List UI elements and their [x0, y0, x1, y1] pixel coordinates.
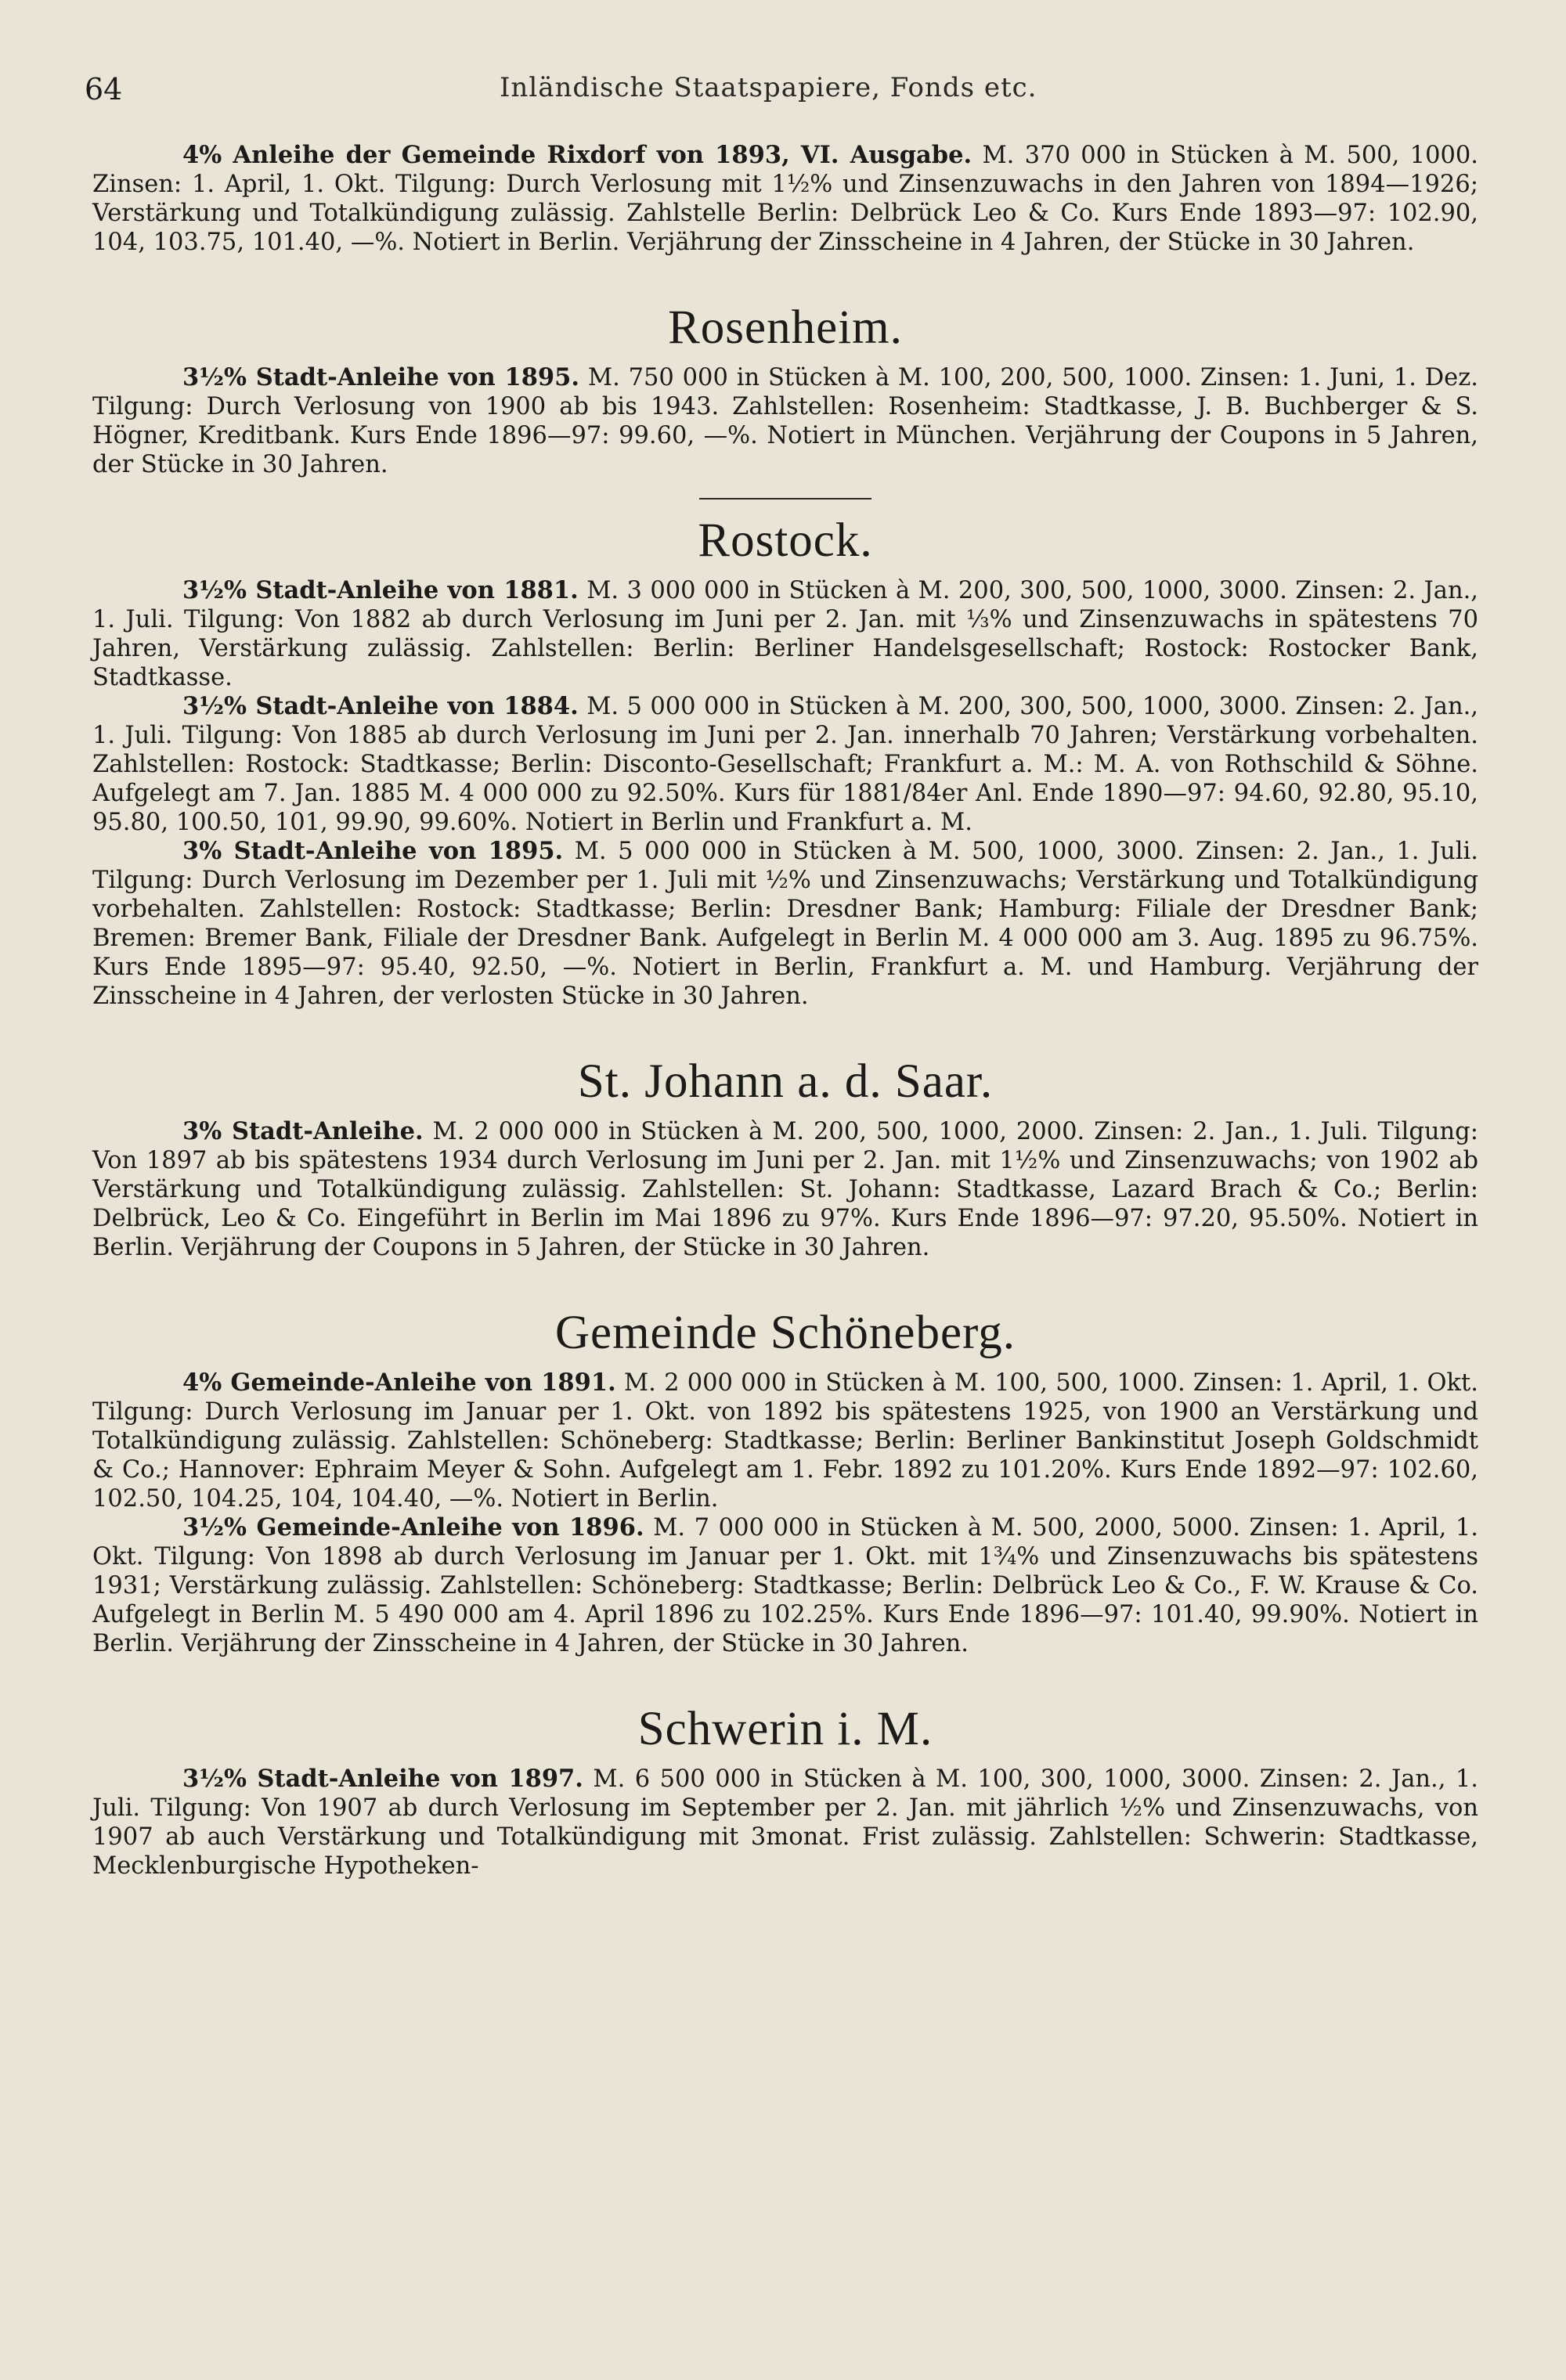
- bond-details: M. 5 000 000 in Stücken à M. 200, 300, 500, 1000, 3000. Zinsen: 2. Jan., 1. Juli. Tilgung: Von 1885 ab durch Verlosung im Juni per 2. Jan. innerhalb 70 Jahren; Verstärkung vorbehalten. Zahlstellen: Rostock: Stadtkasse; Berlin: Disconto-Gesellschaft; Frankfurt a. M.: M. A. von Rothschild & Söhne. Aufgelegt am 7. Jan. 1885 M. 4 000 000 zu 92.50%. Kurs für 1881/84er Anl. Ende 1890—97: 94.60, 92.80, 95.10, 95.80, 100.50, 101, 99.90, 99.60%. Notiert in Berlin und Frankfurt a. M.: [92, 693, 1478, 836]
- bond-title: 3½% Stadt-Anleihe von 1897.: [182, 1765, 583, 1793]
- bond-entry: [92, 576, 1478, 692]
- bond-details: M. 750 000 in Stücken à M. 100, 200, 500, 1000. Zinsen: 1. Juni, 1. Dez. Tilgung: Durch Verlosung von 1900 ab bis 1943. Zahlstellen: Rosenheim: Stadtkasse, J. B. Buchberger & S. Högner, Kreditbank. Kurs Ende 1896—97: 99.60, —%. Notiert in München. Verjährung der Coupons in 5 Jahren, der Stücke in 30 Jahren.: [92, 364, 1478, 478]
- page-content: [92, 141, 1478, 1881]
- bond-details: M. 2 000 000 in Stücken à M. 100, 500, 1000. Zinsen: 1. April, 1. Okt. Tilgung: Durch Verlosung im Januar per 1. Okt. von 1892 bis spätestens 1925, von 1900 an Verstärkung und Totalkündigung zulässig. Zahlstellen: Schöneberg: Stadtkasse; Berlin: Berliner Bankinstitut Joseph Goldschmidt & Co.; Hannover: Ephraim Meyer & Sohn. Aufgelegt am 1. Febr. 1892 zu 101.20%. Kurs Ende 1892—97: 102.60, 102.50, 104.25, 104, 104.40, —%. Notiert in Berlin.: [92, 1369, 1478, 1513]
- bond-entry: [92, 692, 1478, 837]
- bond-title: 3% Stadt-Anleihe von 1895.: [182, 837, 564, 865]
- section-heading-schwerin: Schwerin i. M.: [637, 1703, 933, 1755]
- bond-title: 3½% Stadt-Anleihe von 1895.: [182, 363, 579, 391]
- section-heading-rosenheim: Rosenheim.: [668, 301, 903, 354]
- bond-entry: [92, 1765, 1478, 1881]
- section-divider: [699, 498, 871, 499]
- section-heading-schoeneberg: Gemeinde Schöneberg.: [554, 1307, 1016, 1359]
- bond-details: M. 370 000 in Stücken à M. 500, 1000. Zinsen: 1. April, 1. Okt. Tilgung: Durch Verlosung mit 1½% und Zinsenzuwachs in den Jahren von 1894—1926; Verstärkung und Totalkündigung zulässig. Zahlstelle Berlin: Delbrück Leo & Co. Kurs Ende 1893—97: 102.90, 104, 103.75, 101.40, —%. Notiert in Berlin. Verjährung der Zinsscheine in 4 Jahren, der Stücke in 30 Jahren.: [92, 142, 1478, 256]
- bond-title: 4% Gemeinde-Anleihe von 1891.: [182, 1368, 616, 1397]
- bond-details: M. 7 000 000 in Stücken à M. 500, 2000, 5000. Zinsen: 1. April, 1. Okt. Tilgung: Von 1898 ab durch Verlosung im Januar per 1. Okt. mit 1¾% und Zinsenzuwachs bis spätestens 1931; Verstärkung zulässig. Zahlstellen: Schöneberg: Stadtkasse; Berlin: Delbrück Leo & Co., F. W. Krause & Co. Aufgelegt in Berlin M. 5 490 000 am 4. April 1896 zu 102.25%. Kurs Ende 1896—97: 101.40, 99.90%. Notiert in Berlin. Verjährung der Zinsscheine in 4 Jahren, der Stücke in 30 Jahren.: [92, 1514, 1478, 1657]
- bond-details: M. 6 500 000 in Stücken à M. 100, 300, 1000, 3000. Zinsen: 2. Jan., 1. Juli. Tilgung: Von 1907 ab durch Verlosung im September per 2. Jan. mit jährlich ½% und Zinsenzuwachs, von 1907 ab auch Verstärkung und Totalkündigung mit 3monat. Frist zulässig. Zahlstellen: Schwerin: Stadtkasse, Mecklenburgische Hypotheken-: [92, 1765, 1478, 1880]
- page-number: 64: [85, 72, 123, 106]
- running-title: Inländische Staatspapiere, Fonds etc.: [500, 72, 1037, 103]
- section-heading-st-johann: St. Johann a. d. Saar.: [577, 1055, 994, 1108]
- bond-details: M. 2 000 000 in Stücken à M. 200, 500, 1000, 2000. Zinsen: 2. Jan., 1. Juli. Tilgung: Von 1897 ab bis spätestens 1934 durch Verlosung im Juni per 2. Jan. mit 1½% und Zinsenzuwachs; von 1902 ab Verstärkung und Totalkündigung zulässig. Zahlstellen: St. Johann: Stadtkasse, Lazard Brach & Co.; Berlin: Delbrück, Leo & Co. Eingeführt in Berlin im Mai 1896 zu 97%. Kurs Ende 1896—97: 97.20, 95.50%. Notiert in Berlin. Verjährung der Coupons in 5 Jahren, der Stücke in 30 Jahren.: [92, 1118, 1478, 1261]
- bond-title: 3½% Gemeinde-Anleihe von 1896.: [182, 1513, 644, 1542]
- bond-details: M. 3 000 000 in Stücken à M. 200, 300, 500, 1000, 3000. Zinsen: 2. Jan., 1. Juli. Tilgung: Von 1882 ab durch Verlosung im Juni per 2. Jan. mit ⅓% und Zinsenzuwachs in spätestens 70 Jahren, Verstärkung zulässig. Zahlstellen: Berlin: Berliner Handelsgesellschaft; Rostock: Rostocker Bank, Stadtkasse.: [92, 577, 1478, 691]
- bond-title: 3½% Stadt-Anleihe von 1884.: [182, 692, 579, 720]
- page-header: [85, 72, 1478, 111]
- bond-entry: [92, 1368, 1478, 1513]
- bond-title: 4% Anleihe der Gemeinde Rixdorf von 1893, VI. Ausgabe.: [182, 141, 972, 169]
- bond-entry: [92, 837, 1478, 1011]
- bond-details: M. 5 000 000 in Stücken à M. 500, 1000, 3000. Zinsen: 2. Jan., 1. Juli. Tilgung: Durch Verlosung im Dezember per 1. Juli mit ½% und Zinsenzuwachs; Verstärkung und Totalkündigung vorbehalten. Zahlstellen: Rostock: Stadtkasse; Berlin: Dresdner Bank; Hamburg: Filiale der Dresdner Bank; Bremen: Bremer Bank, Filiale der Dresdner Bank. Aufgelegt in Berlin M. 4 000 000 am 3. Aug. 1895 zu 96.75%. Kurs Ende 1895—97: 95.40, 92.50, —%. Notiert in Berlin, Frankfurt a. M. und Hamburg. Verjährung der Zinsscheine in 4 Jahren, der verlosten Stücke in 30 Jahren.: [92, 838, 1478, 1010]
- bond-title: 3½% Stadt-Anleihe von 1881.: [182, 576, 579, 604]
- bond-entry: [92, 141, 1478, 257]
- bond-entry: [92, 363, 1478, 479]
- bond-entry: [92, 1513, 1478, 1658]
- section-heading-rostock: Rostock.: [698, 514, 873, 567]
- bond-entry: [92, 1117, 1478, 1262]
- bond-title: 3% Stadt-Anleihe.: [182, 1117, 424, 1145]
